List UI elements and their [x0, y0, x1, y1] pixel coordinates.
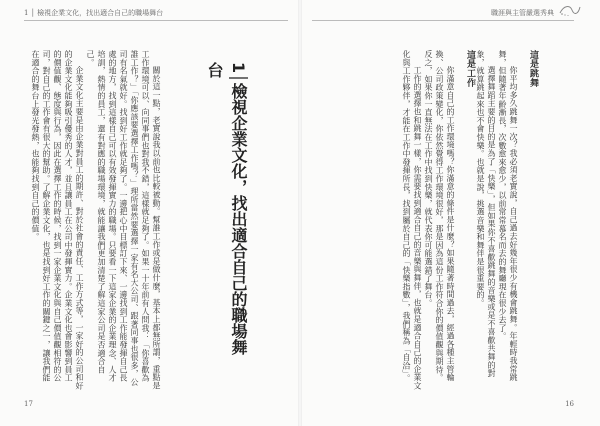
work-paragraph-1: 你滿意自己的工作環境嗎？你滿意的條件是什麼？如果隨著時間過去，經過各種主管輪換、公司政策變化，你依然覺得工作環境很好，那是因為這份工作符合你的價值觀與期待。反之，如果你一直無法在工作中找到快樂，就代表你可能選錯了舞台。 — [424, 50, 455, 382]
dance-paragraph-2: 選擇舞蹈主要的目的是為了「快樂」，但如果你不喜歡跳舞的音樂或是不喜歡共舞的對象，就算跳起來也不會快樂。也就是說，挑選音樂和舞伴是很重要的。 — [476, 50, 496, 378]
right-header-text: 職涯與主管嚴選秀典 — [491, 9, 554, 17]
left-header-rule — [24, 20, 288, 21]
right-body-text — [312, 50, 538, 390]
dance-paragraph-1: 你平均多久跳舞一次？我必須老實說，自己過去好幾年很少有機會跳舞。年輕時我常跳舞，但隨著年齡漸長，次數愈來愈少，以前常常慕名而去的舞廳現在很少去了。 — [498, 50, 518, 382]
work-paragraph-2: 工作的選擇也和跳舞一樣，你需要找到適合自己的音樂與舞伴，也就是適合自己的企業文化與工作夥伴，才能在工作中發揮所長，找到屬於自己的「快樂指數」，我們稱為「自洽」。 — [402, 50, 422, 390]
chapter-title: 1│檢視企業文化，找出適合自己的職場舞台 — [205, 62, 248, 355]
left-running-header — [24, 8, 163, 18]
section-heading-work: 這是工作 — [465, 50, 475, 88]
right-page-number: 16 — [565, 400, 574, 408]
right-running-header — [491, 8, 554, 18]
right-page — [300, 0, 600, 426]
left-paragraph-2: 企業文化主要是由企業對員工的期許、對於社會的責任、工作方式等，一家好的公司和好的企業文化能夠吸引優秀的人才，並且讓員工在公司中發揮實力。企業文化也會影響到員工的價值觀、態度與行為，因此在選擇工作的時候，找到一家企業文化與自己價值觀相符的公司，對自己的工作會有很大的幫助。了解企業文化，也是找到好工作的關鍵之一，讓我們能在適合的舞台上發光發熱，也能夠找到自己的價值。 — [31, 50, 84, 390]
left-page-number: 17 — [24, 400, 33, 408]
left-paragraph-1: 關於這一點，老實說我以前也比較被動。幫誰工作或是做什麼，基本上都無所謂，重點是工作環境可以、向同事們也對我不錯，這樣就足夠了。如果一十年前有人問我：「你喜歡為誰工作？」「你應該要選擇工作嗎？」理所當然要選擇一家有名大公司、跟著同事也很多，公司有名氣就好。找到好工作就足夠了。一邊把心中目標訂下來、一邊找到工作能發揮自己長處的地方，找到這樣自己可以有效發揮實力的職場。只要看一下這家企業的企業理念、人才培訓，熱情的員工，還有對應的職場環境，就能讓我們更加清楚了解這家公司是否適合自己。 — [86, 50, 161, 390]
left-header-text: 1 │ 檢視企業文化，找出適合自己的職場舞台 — [24, 9, 164, 17]
left-body-text — [24, 50, 162, 390]
swirl-ornament-icon — [558, 3, 582, 17]
right-header-rule — [312, 20, 574, 21]
section-heading-dance: 這是跳舞 — [528, 50, 538, 88]
